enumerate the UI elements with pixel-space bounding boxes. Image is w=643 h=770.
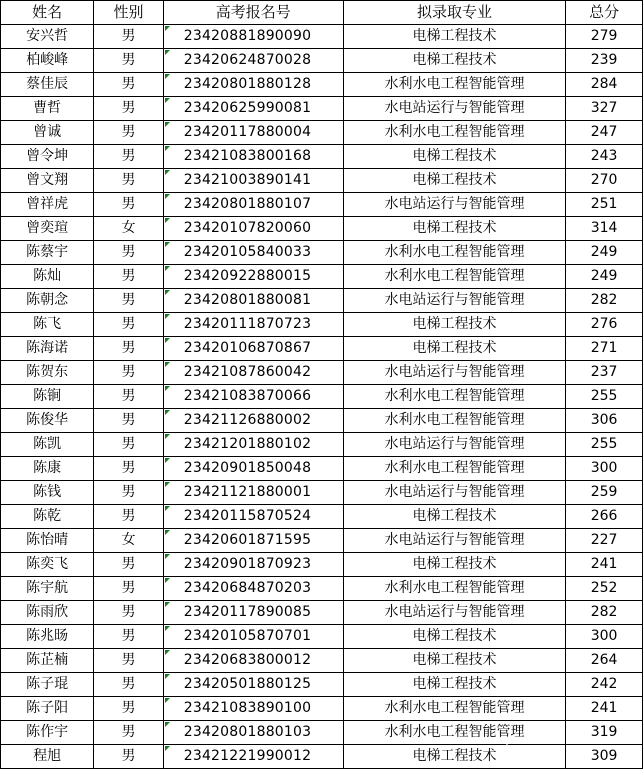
cell-score[interactable]: 241 — [566, 553, 643, 577]
exam-no-value: 23421083800168 — [183, 148, 312, 164]
text-number-indicator-icon — [165, 218, 170, 223]
cell-name[interactable]: 陈宇航 — [1, 577, 94, 601]
cell-exam-no[interactable] — [163, 529, 343, 553]
table-row — [1, 409, 643, 433]
cell-gender[interactable]: 女 — [94, 217, 163, 241]
cell-major[interactable]: 水利水电工程智能管理 — [343, 73, 565, 97]
cell-gender[interactable]: 男 — [94, 673, 163, 697]
header-row — [1, 1, 643, 25]
cell-score[interactable]: 227 — [566, 529, 643, 553]
table-row — [1, 241, 643, 265]
cell-major[interactable]: 水电站运行与智能管理 — [343, 529, 565, 553]
exam-no-value: 23421121880001 — [183, 484, 312, 500]
text-number-indicator-icon — [165, 434, 170, 439]
table-row — [1, 649, 643, 673]
cell-gender[interactable]: 男 — [94, 577, 163, 601]
table-row — [1, 601, 643, 625]
table-row — [1, 289, 643, 313]
cell-gender[interactable]: 男 — [94, 553, 163, 577]
exam-no-value: 23420901850048 — [183, 460, 312, 476]
cell-score[interactable]: 264 — [566, 649, 643, 673]
table-row — [1, 481, 643, 505]
text-number-indicator-icon — [165, 338, 170, 343]
exam-no-value: 23420683800012 — [183, 652, 312, 668]
cell-name[interactable]: 陈康 — [1, 457, 94, 481]
cell-major[interactable]: 水利水电工程智能管理 — [343, 721, 565, 745]
table-row — [1, 49, 643, 73]
cell-score[interactable]: 282 — [566, 289, 643, 313]
table-row — [1, 217, 643, 241]
cell-name[interactable]: 陈钱 — [1, 481, 94, 505]
exam-no-value: 23420117880004 — [183, 124, 312, 140]
cell-exam-no[interactable] — [163, 433, 343, 457]
exam-no-value: 23421126880002 — [183, 412, 312, 428]
exam-no-value: 23420624870028 — [183, 52, 312, 68]
cell-exam-no[interactable] — [163, 481, 343, 505]
cell-name[interactable]: 蔡佳辰 — [1, 73, 94, 97]
cell-major[interactable]: 电梯工程技术 — [343, 49, 565, 73]
cell-exam-no[interactable] — [163, 385, 343, 409]
cell-score[interactable]: 266 — [566, 505, 643, 529]
text-number-indicator-icon — [165, 626, 170, 631]
cell-score[interactable]: 314 — [566, 217, 643, 241]
text-number-indicator-icon — [165, 578, 170, 583]
cell-gender[interactable]: 男 — [94, 409, 163, 433]
cell-name[interactable]: 陈贺东 — [1, 361, 94, 385]
cell-gender[interactable]: 男 — [94, 601, 163, 625]
cell-major[interactable]: 电梯工程技术 — [343, 505, 565, 529]
exam-no-value: 23420684870203 — [183, 580, 312, 596]
cell-major[interactable]: 电梯工程技术 — [343, 673, 565, 697]
cell-score[interactable]: 242 — [566, 673, 643, 697]
text-number-indicator-icon — [165, 242, 170, 247]
cell-score[interactable]: 243 — [566, 145, 643, 169]
cell-name[interactable]: 曾祥虎 — [1, 193, 94, 217]
cell-name[interactable]: 陈芷楠 — [1, 649, 94, 673]
exam-no-value: 23420881890090 — [183, 28, 312, 44]
cell-major[interactable]: 电梯工程技术 — [343, 313, 565, 337]
exam-no-value: 23420501880125 — [183, 676, 312, 692]
cell-major[interactable]: 水电站运行与智能管理 — [343, 193, 565, 217]
cell-major[interactable]: 水利水电工程智能管理 — [343, 697, 565, 721]
cell-gender[interactable]: 男 — [94, 385, 163, 409]
cell-gender[interactable]: 男 — [94, 313, 163, 337]
cell-name[interactable]: 陈凯 — [1, 433, 94, 457]
table-row — [1, 577, 643, 601]
exam-no-value: 23420107820060 — [183, 220, 312, 236]
table-row — [1, 193, 643, 217]
exam-no-value: 23420801880107 — [183, 196, 312, 212]
cell-score[interactable]: 241 — [566, 697, 643, 721]
exam-no-value: 23420117890085 — [183, 604, 312, 620]
cell-name[interactable]: 曾文翔 — [1, 169, 94, 193]
exam-no-value: 23421003890141 — [183, 172, 312, 188]
cell-exam-no[interactable] — [163, 313, 343, 337]
cell-gender[interactable]: 男 — [94, 337, 163, 361]
text-number-indicator-icon — [165, 314, 170, 319]
table-row — [1, 457, 643, 481]
cell-gender[interactable]: 男 — [94, 697, 163, 721]
table-row — [1, 361, 643, 385]
cell-exam-no[interactable] — [163, 25, 343, 49]
exam-no-value: 23420106870867 — [183, 340, 312, 356]
cell-exam-no[interactable] — [163, 409, 343, 433]
cell-major[interactable]: 水利水电工程智能管理 — [343, 121, 565, 145]
cell-name[interactable]: 陈子阳 — [1, 697, 94, 721]
cell-name[interactable]: 柏峻峰 — [1, 49, 94, 73]
cell-major[interactable]: 水利水电工程智能管理 — [343, 265, 565, 289]
cell-exam-no[interactable] — [163, 145, 343, 169]
cell-major[interactable]: 水电站运行与智能管理 — [343, 433, 565, 457]
cell-exam-no[interactable] — [163, 193, 343, 217]
cell-name[interactable]: 陈飞 — [1, 313, 94, 337]
cell-major[interactable]: 水利水电工程智能管理 — [343, 385, 565, 409]
cell-major[interactable]: 水电站运行与智能管理 — [343, 97, 565, 121]
text-number-indicator-icon — [165, 602, 170, 607]
cell-score[interactable]: 284 — [566, 73, 643, 97]
cell-major[interactable]: 电梯工程技术 — [343, 553, 565, 577]
header-name: 姓名 — [1, 1, 94, 25]
stray-mark — [506, 744, 508, 745]
table-row — [1, 313, 643, 337]
table-row — [1, 433, 643, 457]
cell-gender[interactable]: 男 — [94, 145, 163, 169]
header-gender: 性别 — [94, 1, 163, 25]
cell-name[interactable]: 陈灿 — [1, 265, 94, 289]
cell-major[interactable]: 电梯工程技术 — [343, 745, 565, 769]
cell-score[interactable]: 271 — [566, 337, 643, 361]
cell-major[interactable]: 水利水电工程智能管理 — [343, 241, 565, 265]
cell-gender[interactable]: 男 — [94, 265, 163, 289]
exam-no-value: 23420115870524 — [183, 508, 312, 524]
text-number-indicator-icon — [165, 74, 170, 79]
exam-no-value: 23420625990081 — [183, 100, 312, 116]
table-row — [1, 97, 643, 121]
text-number-indicator-icon — [165, 506, 170, 511]
table-row — [1, 73, 643, 97]
cell-name[interactable]: 陈兆旸 — [1, 625, 94, 649]
header-score: 总分 — [566, 1, 643, 25]
cell-gender[interactable]: 男 — [94, 97, 163, 121]
cell-gender[interactable]: 男 — [94, 721, 163, 745]
cell-exam-no[interactable] — [163, 97, 343, 121]
exam-no-value: 23421087860042 — [183, 364, 312, 380]
exam-no-value: 23420801880103 — [183, 724, 312, 740]
exam-no-value: 23421201880102 — [183, 436, 312, 452]
cell-exam-no[interactable] — [163, 265, 343, 289]
header-exam-no: 高考报名号 — [163, 1, 343, 25]
text-number-indicator-icon — [165, 482, 170, 487]
text-number-indicator-icon — [165, 362, 170, 367]
exam-no-value: 23420111870723 — [183, 316, 312, 332]
cell-gender[interactable]: 男 — [94, 433, 163, 457]
text-number-indicator-icon — [165, 650, 170, 655]
table-row — [1, 697, 643, 721]
cell-score[interactable]: 306 — [566, 409, 643, 433]
cell-exam-no[interactable] — [163, 241, 343, 265]
cell-gender[interactable]: 男 — [94, 505, 163, 529]
cell-score[interactable]: 255 — [566, 433, 643, 457]
cell-score[interactable]: 309 — [566, 745, 643, 769]
cell-major[interactable]: 水利水电工程智能管理 — [343, 577, 565, 601]
cell-score[interactable]: 249 — [566, 241, 643, 265]
cell-name[interactable]: 陈子琨 — [1, 673, 94, 697]
cell-exam-no[interactable] — [163, 745, 343, 769]
cell-name[interactable]: 陈海诺 — [1, 337, 94, 361]
cell-name[interactable]: 陈作宇 — [1, 721, 94, 745]
cell-name[interactable]: 陈蔡宇 — [1, 241, 94, 265]
text-number-indicator-icon — [165, 410, 170, 415]
cell-major[interactable]: 水电站运行与智能管理 — [343, 361, 565, 385]
cell-exam-no[interactable] — [163, 625, 343, 649]
text-number-indicator-icon — [165, 122, 170, 127]
cell-score[interactable]: 252 — [566, 577, 643, 601]
cell-score[interactable]: 270 — [566, 169, 643, 193]
table-row — [1, 505, 643, 529]
table-row — [1, 121, 643, 145]
cell-major[interactable]: 电梯工程技术 — [343, 25, 565, 49]
table-row — [1, 745, 643, 769]
text-number-indicator-icon — [165, 50, 170, 55]
cell-major[interactable]: 水电站运行与智能管理 — [343, 289, 565, 313]
cell-name[interactable]: 陈奕飞 — [1, 553, 94, 577]
cell-name[interactable]: 陈雨欣 — [1, 601, 94, 625]
text-number-indicator-icon — [165, 386, 170, 391]
table-row — [1, 385, 643, 409]
table-row — [1, 553, 643, 577]
table-row — [1, 169, 643, 193]
cell-name[interactable]: 曾令坤 — [1, 145, 94, 169]
cell-score[interactable]: 251 — [566, 193, 643, 217]
cell-score[interactable]: 300 — [566, 625, 643, 649]
cell-exam-no[interactable] — [163, 505, 343, 529]
cell-gender[interactable]: 男 — [94, 73, 163, 97]
cell-gender[interactable]: 男 — [94, 481, 163, 505]
cell-major[interactable]: 电梯工程技术 — [343, 145, 565, 169]
cell-name[interactable]: 安兴哲 — [1, 25, 94, 49]
cell-name[interactable]: 陈朝念 — [1, 289, 94, 313]
cell-gender[interactable]: 男 — [94, 745, 163, 769]
cell-score[interactable]: 319 — [566, 721, 643, 745]
exam-no-value: 23420901870923 — [183, 556, 312, 572]
cell-exam-no[interactable] — [163, 73, 343, 97]
cell-exam-no[interactable] — [163, 361, 343, 385]
cell-gender[interactable]: 男 — [94, 121, 163, 145]
text-number-indicator-icon — [165, 194, 170, 199]
text-number-indicator-icon — [165, 458, 170, 463]
cell-score[interactable]: 247 — [566, 121, 643, 145]
cell-major[interactable]: 水利水电工程智能管理 — [343, 457, 565, 481]
cell-name[interactable]: 陈锏 — [1, 385, 94, 409]
cell-name[interactable]: 曾奕瑄 — [1, 217, 94, 241]
cell-exam-no[interactable] — [163, 217, 343, 241]
cell-exam-no[interactable] — [163, 721, 343, 745]
cell-exam-no[interactable] — [163, 553, 343, 577]
cell-name[interactable]: 程旭 — [1, 745, 94, 769]
table-row — [1, 265, 643, 289]
text-number-indicator-icon — [165, 290, 170, 295]
cell-major[interactable]: 电梯工程技术 — [343, 625, 565, 649]
exam-no-value: 23420601871595 — [183, 532, 312, 548]
cell-score[interactable]: 255 — [566, 385, 643, 409]
cell-gender[interactable]: 女 — [94, 529, 163, 553]
cell-major[interactable]: 电梯工程技术 — [343, 217, 565, 241]
cell-score[interactable]: 276 — [566, 313, 643, 337]
cell-name[interactable]: 陈怡晴 — [1, 529, 94, 553]
cell-score[interactable]: 282 — [566, 601, 643, 625]
cell-exam-no[interactable] — [163, 649, 343, 673]
exam-no-value: 23420922880015 — [183, 268, 312, 284]
exam-no-value: 23420105870701 — [183, 628, 312, 644]
cell-gender[interactable]: 男 — [94, 289, 163, 313]
cell-gender[interactable]: 男 — [94, 241, 163, 265]
cell-major[interactable]: 水电站运行与智能管理 — [343, 601, 565, 625]
cell-major[interactable]: 电梯工程技术 — [343, 169, 565, 193]
cell-gender[interactable]: 男 — [94, 169, 163, 193]
text-number-indicator-icon — [165, 170, 170, 175]
cell-gender[interactable]: 男 — [94, 25, 163, 49]
cell-name[interactable]: 陈乾 — [1, 505, 94, 529]
cell-name[interactable]: 曹哲 — [1, 97, 94, 121]
cell-score[interactable]: 300 — [566, 457, 643, 481]
cell-score[interactable]: 239 — [566, 49, 643, 73]
text-number-indicator-icon — [165, 266, 170, 271]
exam-no-value: 23421083890100 — [183, 700, 312, 716]
table-row — [1, 145, 643, 169]
cell-name[interactable]: 陈俊华 — [1, 409, 94, 433]
cell-gender[interactable]: 男 — [94, 625, 163, 649]
cell-gender[interactable]: 男 — [94, 649, 163, 673]
cell-exam-no[interactable] — [163, 289, 343, 313]
table-body — [1, 25, 643, 769]
text-number-indicator-icon — [165, 698, 170, 703]
cell-gender[interactable]: 男 — [94, 49, 163, 73]
cell-major[interactable]: 水电站运行与智能管理 — [343, 481, 565, 505]
cell-exam-no[interactable] — [163, 457, 343, 481]
cell-score[interactable]: 237 — [566, 361, 643, 385]
text-number-indicator-icon — [165, 674, 170, 679]
cell-score[interactable]: 327 — [566, 97, 643, 121]
cell-major[interactable]: 电梯工程技术 — [343, 649, 565, 673]
exam-no-value: 23420105840033 — [183, 244, 312, 260]
text-number-indicator-icon — [165, 146, 170, 151]
cell-major[interactable]: 电梯工程技术 — [343, 337, 565, 361]
exam-no-value: 23420801880081 — [183, 292, 312, 308]
exam-no-value: 23420801880128 — [183, 76, 312, 92]
table-row — [1, 721, 643, 745]
cell-exam-no[interactable] — [163, 337, 343, 361]
cell-exam-no[interactable] — [163, 697, 343, 721]
cell-score[interactable]: 259 — [566, 481, 643, 505]
text-number-indicator-icon — [165, 530, 170, 535]
cell-exam-no[interactable] — [163, 601, 343, 625]
header-major: 拟录取专业 — [343, 1, 565, 25]
cell-exam-no[interactable] — [163, 121, 343, 145]
cell-score[interactable]: 279 — [566, 25, 643, 49]
table-row — [1, 529, 643, 553]
cell-exam-no[interactable] — [163, 169, 343, 193]
text-number-indicator-icon — [165, 26, 170, 31]
cell-gender[interactable]: 男 — [94, 193, 163, 217]
cell-name[interactable]: 曾诚 — [1, 121, 94, 145]
exam-no-value: 23421221990012 — [183, 748, 312, 764]
table-row — [1, 337, 643, 361]
cell-exam-no[interactable] — [163, 673, 343, 697]
cell-gender[interactable]: 男 — [94, 361, 163, 385]
table-row — [1, 25, 643, 49]
cell-gender[interactable]: 男 — [94, 457, 163, 481]
table-row — [1, 625, 643, 649]
exam-no-value: 23421083870066 — [183, 388, 312, 404]
text-number-indicator-icon — [165, 746, 170, 751]
cell-exam-no[interactable] — [163, 577, 343, 601]
cell-exam-no[interactable] — [163, 49, 343, 73]
cell-score[interactable]: 249 — [566, 265, 643, 289]
cell-major[interactable]: 水利水电工程智能管理 — [343, 409, 565, 433]
text-number-indicator-icon — [165, 98, 170, 103]
text-number-indicator-icon — [165, 554, 170, 559]
table-row — [1, 673, 643, 697]
text-number-indicator-icon — [165, 722, 170, 727]
